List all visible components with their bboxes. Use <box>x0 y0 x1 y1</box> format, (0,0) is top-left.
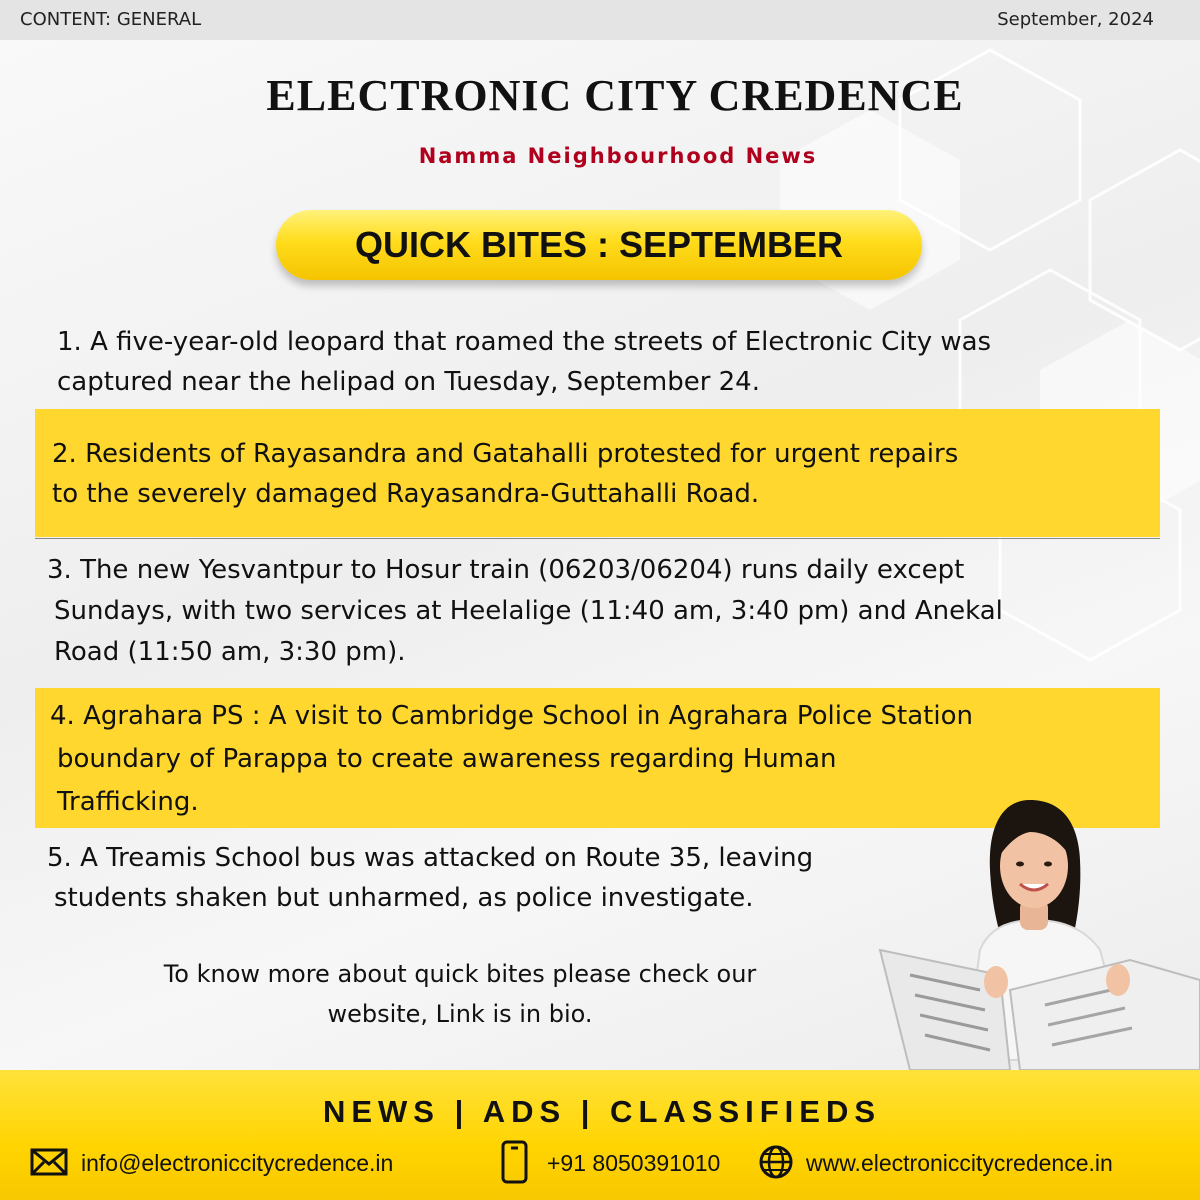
news-item-2-line-2: to the severely damaged Rayasandra-Guttahalli Road. <box>52 479 760 509</box>
news-item-1-line-1: 1. A five-year-old leopard that roamed the streets of Electronic City was <box>57 327 992 357</box>
publication-tagline: Namma Neighbourhood News <box>418 144 818 168</box>
footer-website-text[interactable]: www.electroniccitycredence.in <box>806 1150 1113 1176</box>
news-item-4-line-3: Trafficking. <box>57 787 199 817</box>
news-item-4 <box>50 695 973 824</box>
quick-bites-banner: QUICK BITES : SEPTEMBER <box>276 210 922 280</box>
news-item-4-line-2: boundary of Parappa to create awareness regarding Human <box>57 744 837 774</box>
call-to-action-line-2: website, Link is in bio. <box>327 1000 593 1028</box>
news-item-5 <box>47 838 813 918</box>
phone-icon <box>500 1140 530 1184</box>
footer-title: NEWS | ADS | CLASSIFIEDS <box>322 1094 882 1129</box>
content-category-label: CONTENT: GENERAL <box>20 9 202 30</box>
top-bar <box>0 0 1200 40</box>
footer-phone-text[interactable]: +91 8050391010 <box>547 1150 721 1176</box>
mail-icon <box>30 1147 70 1177</box>
news-item-5-line-1: 5. A Treamis School bus was attacked on Route 35, leaving <box>47 843 814 873</box>
call-to-action <box>60 954 860 1034</box>
news-item-1-line-2: captured near the helipad on Tuesday, September 24. <box>57 367 760 397</box>
news-item-3-line-3: Road (11:50 am, 3:30 pm). <box>54 637 406 667</box>
news-item-1 <box>57 322 991 402</box>
news-item-3-line-2: Sundays, with two services at Heelalige (11:40 am, 3:40 pm) and Anekal <box>54 596 1003 626</box>
divider <box>35 538 1160 539</box>
news-item-4-line-1: 4. Agrahara PS : A visit to Cambridge School in Agrahara Police Station <box>50 701 973 731</box>
footer-email-text[interactable]: info@electroniccitycredence.in <box>81 1150 394 1176</box>
call-to-action-line-1: To know more about quick bites please check our <box>163 960 757 988</box>
news-item-2-line-1: 2. Residents of Rayasandra and Gatahalli protested for urgent repairs <box>52 439 959 469</box>
publication-title: ELECTRONIC CITY CREDENCE <box>266 71 964 120</box>
news-item-5-line-2: students shaken but unharmed, as police investigate. <box>54 883 754 913</box>
issue-date: September, 2024 <box>997 9 1154 30</box>
woman-reading-newspaper-illustration <box>870 760 1200 1070</box>
news-item-3-line-1: 3. The new Yesvantpur to Hosur train (06203/06204) runs daily except <box>47 555 965 585</box>
news-item-3 <box>47 550 1003 673</box>
footer <box>0 1070 1200 1200</box>
globe-icon <box>758 1144 794 1180</box>
news-item-2 <box>52 434 958 514</box>
